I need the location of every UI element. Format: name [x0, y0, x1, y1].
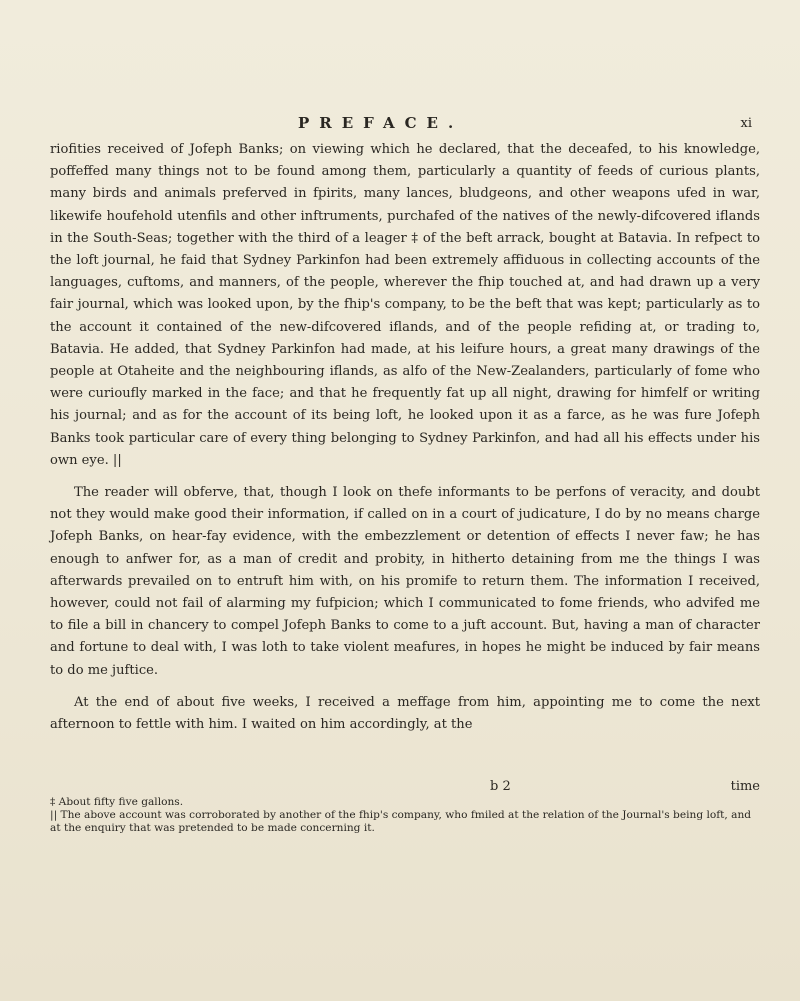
footnote-1: ‡ About fifty five gallons. [50, 796, 184, 808]
catchword: time [730, 779, 760, 794]
body-text [50, 139, 760, 736]
signature-mark: b 2 [490, 779, 511, 794]
footnote-2: || The above account was corroborated by another of the fhip's company, who fmiled at the relation of the Journal's being loft, and at the enquiry that was pretended to be made concerning it. [50, 809, 752, 834]
footnotes [50, 796, 762, 835]
page-header [0, 114, 800, 140]
paragraph-3: At the end of about five weeks, I received a meffage from him, appointing me to come the next afternoon to fettle with him. I waited on him accordingly, at the [50, 694, 760, 733]
paragraph-2: The reader will obferve, that, though I look on thefe informants to be perfons of veracity, and doubt not they would make good their information, if called on in a court of judicature, I do by no means charge Jofeph Banks, on hear-fay evidence, with the embezzlement or detention of effects I never faw; he has enough to anfwer for, as a man of credit and probity, in hitherto detaining from me the things I was afterwards prevailed on to entruft him with, on his promife to return them. The information I received, however, could not fail of alarming my fufpicion; which I communicated to fome friends, who advifed me to file a bill in chancery to compel Jofeph Banks to come to a juft account. But, having a man of character and fortune to deal with, I was loth to take violent meafures, in hopes he might be induced by fair means to do me juftice. [50, 485, 760, 678]
page-number: xi [740, 116, 752, 131]
running-head: PREFACE. [298, 114, 464, 132]
paragraph-1: riofities received of Jofeph Banks; on viewing which he declared, that the deceafed, to his knowledge, poffeffed many things not to be found among them, particularly a quantity of feeds of curious plants, many birds and animals preferved in fpirits, many lances, bludgeons, and other weapons ufed in war, likewife houfehold utenfils and other inftruments, purchafed of the natives of the newly-difcovered iflands in the South-Seas; together with the third of a leager ‡ of the beft arrack, bought at Batavia. In refpect to the loft journal, he faid that Sydney Parkinfon had been extremely affiduous in collecting accounts of the languages, cuftoms, and manners, of the people, wherever the fhip touched at, and had drawn up a very fair journal, which was looked upon, by the fhip's company, to be the beft that was kept; particularly as to the account it contained of the new-difcovered iflands, and of the people refiding at, or trading to, Batavia. He added, that Sydney Parkinfon had made, at his leifure hours, a great many drawings of the people at Otaheite and the neighbouring iflands, as alfo of the New-Zealanders, particularly of fome who were curioufly marked in the face; and that he frequently fat up all night, drawing for himfelf or writing his journal; and as for the account of its being loft, he looked upon it as a farce, as he was fure Jofeph Banks took particular care of every thing belonging to Sydney Parkinfon, and had all his effects under his own eye. || [50, 142, 760, 468]
catch-line [50, 779, 760, 797]
